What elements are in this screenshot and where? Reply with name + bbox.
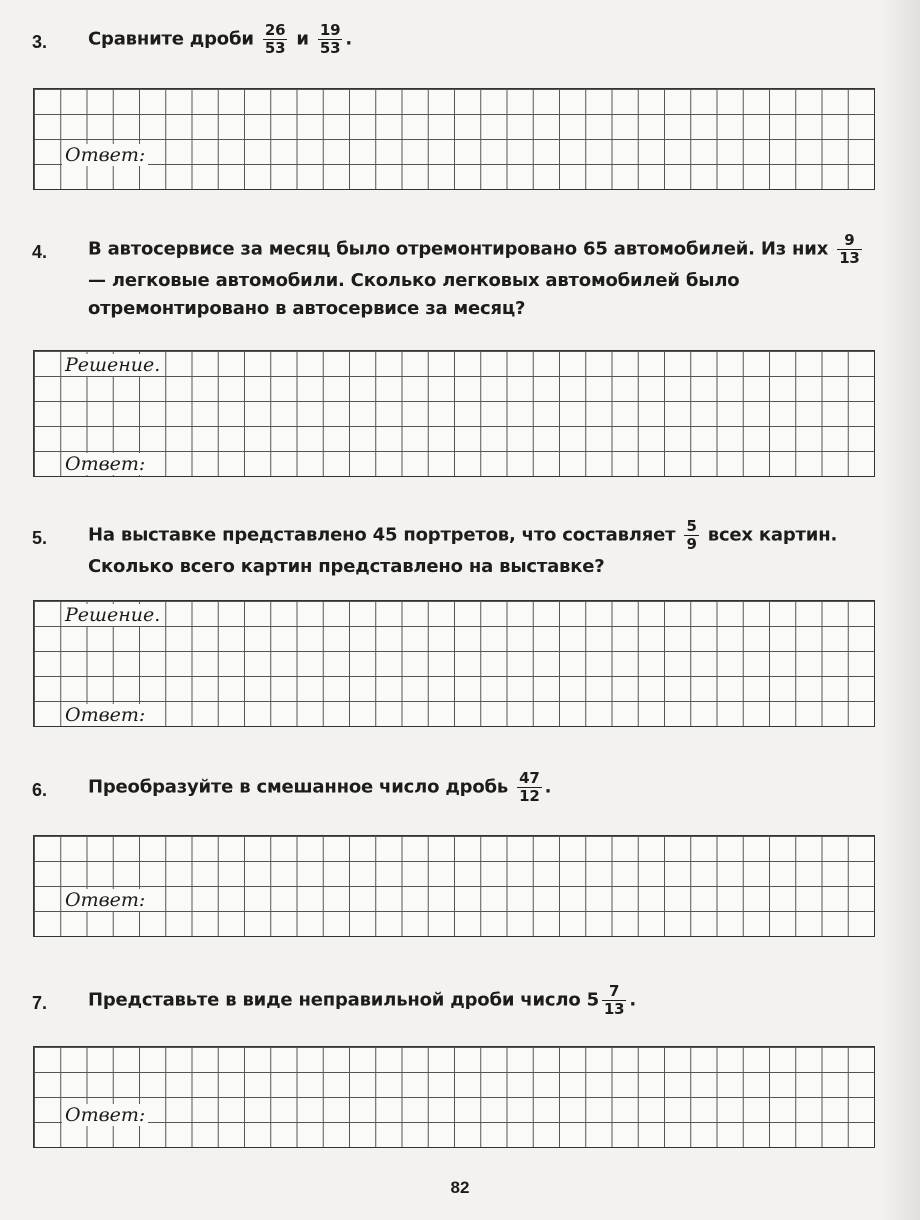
fraction bbox=[318, 22, 342, 57]
task-number: 4. bbox=[32, 242, 48, 262]
conjunction: и bbox=[296, 28, 309, 50]
solution-grid[interactable] bbox=[33, 350, 875, 477]
task-question bbox=[88, 22, 886, 57]
question-text: Представьте в виде неправильной дроби число bbox=[88, 989, 581, 1011]
task-question bbox=[88, 770, 886, 805]
punct: . bbox=[629, 989, 637, 1011]
numerator: 7 bbox=[602, 983, 626, 1001]
answer-label: Ответ: bbox=[62, 704, 148, 726]
answer-label: Ответ: bbox=[62, 144, 148, 166]
answer-grid[interactable] bbox=[33, 1046, 875, 1148]
solution-grid[interactable] bbox=[33, 600, 875, 727]
question-text: — легковые автомобили. Сколько легковых автомобилей было отремонтировано в автосервисе за месяц? bbox=[88, 270, 740, 319]
numerator: 47 bbox=[519, 769, 540, 787]
task-question bbox=[88, 518, 886, 581]
question-text: Преобразуйте в смешанное число дробь bbox=[88, 776, 509, 798]
whole-part: 5 bbox=[586, 989, 599, 1011]
denominator: 9 bbox=[686, 535, 697, 553]
task-number: 5. bbox=[32, 528, 48, 548]
answer-label: Ответ: bbox=[62, 889, 148, 911]
fraction bbox=[517, 770, 541, 805]
denominator: 53 bbox=[264, 39, 286, 57]
question-text: В автосервисе за месяц было отремонтировано 65 автомобилей. Из них bbox=[88, 238, 829, 260]
solution-label: Решение. bbox=[62, 604, 163, 626]
answer-label: Ответ: bbox=[62, 1104, 148, 1126]
question-text: всех картин. Сколько всего картин представлено на выставке? bbox=[88, 524, 838, 577]
denominator: 13 bbox=[839, 249, 860, 267]
page-number: 82 bbox=[450, 1178, 470, 1197]
numerator: 5 bbox=[686, 517, 697, 535]
task-number: 6. bbox=[32, 780, 48, 800]
denominator: 12 bbox=[519, 787, 540, 805]
fraction bbox=[684, 518, 698, 553]
punct: . bbox=[544, 776, 552, 798]
numerator: 9 bbox=[837, 232, 861, 250]
page-edge-shadow bbox=[880, 0, 920, 1220]
question-text: На выставке представлено 45 портретов, что составляет bbox=[88, 524, 676, 546]
numerator: 19 bbox=[319, 21, 341, 39]
question-text: Сравните дроби bbox=[88, 28, 254, 50]
answer-label: Ответ: bbox=[62, 453, 148, 475]
punct: . bbox=[345, 28, 353, 50]
denominator: 13 bbox=[603, 1000, 625, 1018]
answer-grid[interactable] bbox=[33, 835, 875, 937]
fraction bbox=[837, 232, 861, 267]
fraction bbox=[602, 983, 626, 1018]
denominator: 53 bbox=[319, 39, 341, 57]
answer-grid[interactable] bbox=[33, 88, 875, 190]
task-question bbox=[88, 232, 886, 323]
numerator: 26 bbox=[264, 21, 286, 39]
fraction bbox=[263, 22, 287, 57]
task-number: 3. bbox=[32, 32, 48, 52]
task-number: 7. bbox=[32, 993, 48, 1013]
task-question bbox=[88, 983, 886, 1018]
solution-label: Решение. bbox=[62, 354, 163, 376]
